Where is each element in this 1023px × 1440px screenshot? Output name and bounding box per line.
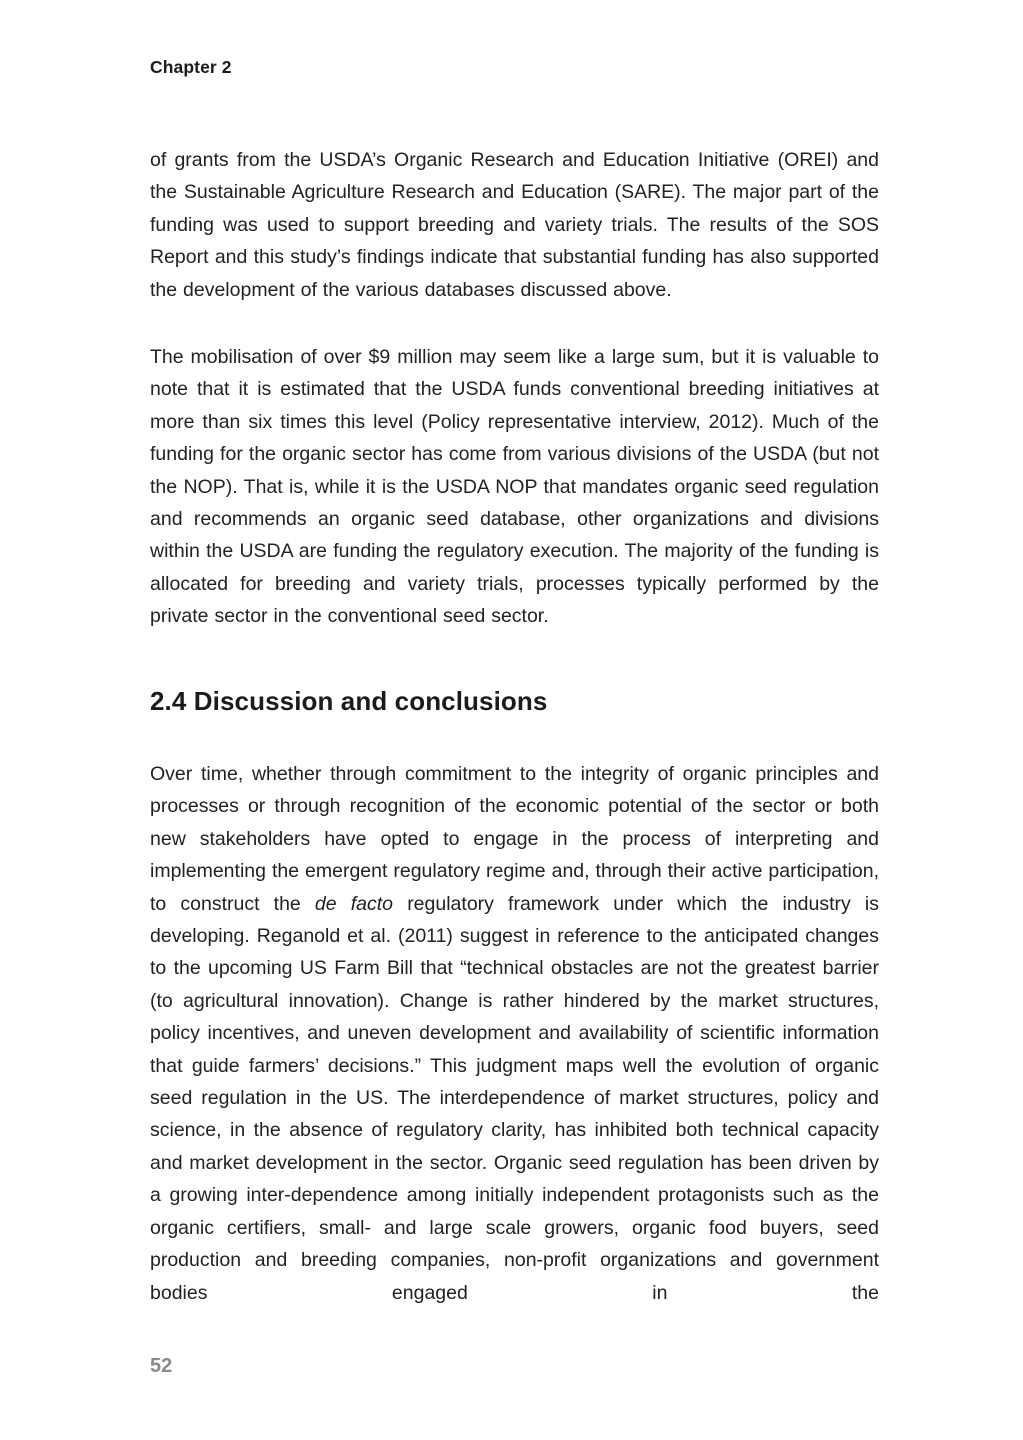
running-header: Chapter 2: [150, 57, 232, 77]
paragraph-discussion: [150, 758, 879, 1309]
section-heading: 2.4 Discussion and conclusions: [150, 686, 548, 716]
paragraph-mobilisation: The mobilisation of over $9 million may seem like a large sum, but it is valuable to note that it is estimated that the USDA funds conventional breeding initiatives at more than six times this level (Policy representative interview, 2012). Much of the funding for the organic sector has come from various divisions of the USDA (but not the NOP). That is, while it is the USDA NOP that mandates organic seed regulation and recommends an organic seed database, other organizations and divisions within the USDA are funding the regulatory execution. The majority of the funding is allocated for breeding and variety trials, processes typically performed by the private sector in the conventional seed sector.: [150, 346, 879, 628]
italic-phrase-de-facto: de facto: [314, 892, 394, 915]
page-number: 52: [150, 1355, 173, 1377]
paragraph-discussion-lead: Over time, whether through commitment to the integrity of organic principles and processes or through recognition of the economic potential of the sector or both new stakeholders have opted to engage in the process of interpreting and implementing the emergent regulatory regime and, through their active participation, to construct the: [150, 763, 879, 915]
paragraph-funding-grants: of grants from the USDA’s Organic Research and Education Initiative (OREI) and the Sustainable Agriculture Research and Education (SARE). The major part of the funding was used to support breeding and variety trials. The results of the SOS Report and this study’s findings indicate that substantial funding has also supported the development of the various databases discussed above.: [150, 149, 879, 301]
paragraph-discussion-rest: regulatory framework under which the industry is developing. Reganold et al. (2011) suggest in reference to the anticipated changes to the upcoming US Farm Bill that “technical obstacles are not the greatest barrier (to agricultural innovation). Change is rather hindered by the market structures, policy incentives, and uneven development and availability of scientific information that guide farmers’ decisions.” This judgment maps well the evolution of organic seed regulation in the US. The interdependence of market structures, policy and science, in the absence of regulatory clarity, has inhibited both technical capacity and market development in the sector. Organic seed regulation has been driven by a growing inter-dependence among initially independent protagonists such as the organic certifiers, small- and large scale growers, organic food buyers, seed production and breeding companies, non-profit organizations and government bodies engaged in the: [150, 892, 879, 1304]
